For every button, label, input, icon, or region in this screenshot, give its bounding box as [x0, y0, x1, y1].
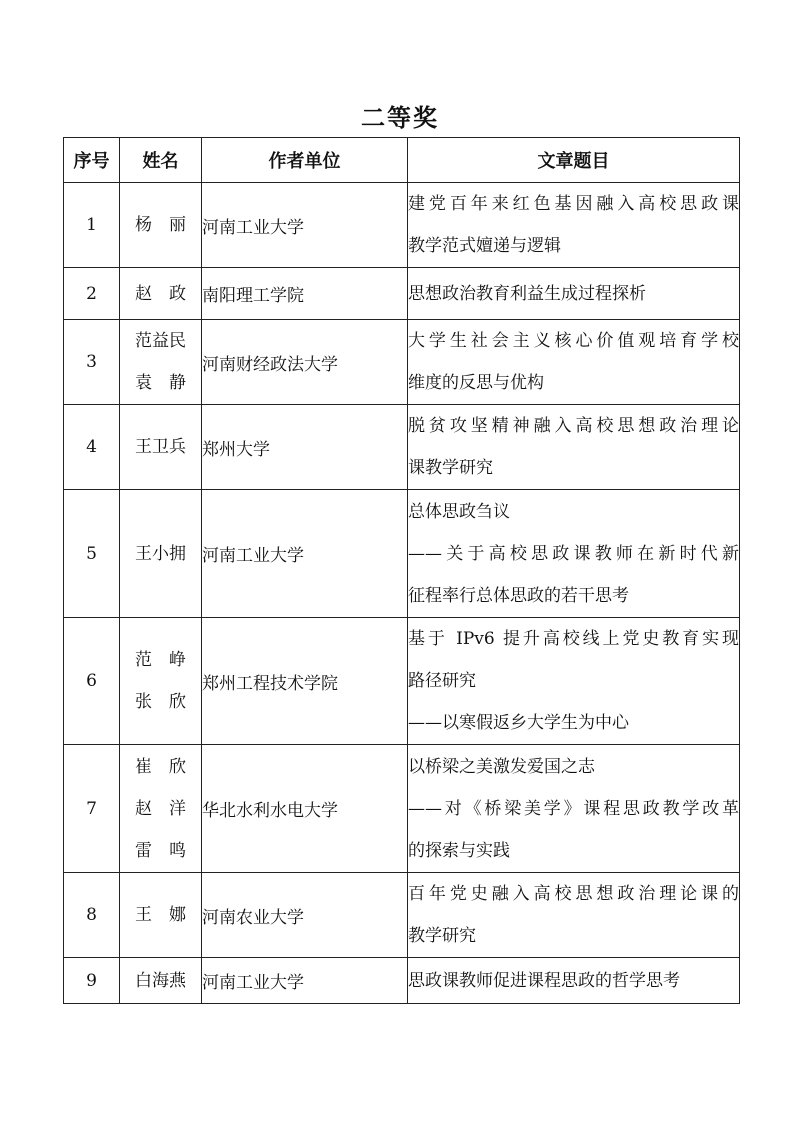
cell-title	[408, 958, 740, 1004]
author-name: 王 娜	[135, 905, 186, 925]
cell-names	[120, 183, 202, 268]
title-line: 脱贫攻坚精神融入高校思想政治理论	[408, 416, 739, 436]
author-name: 赵 政	[135, 283, 186, 304]
title-line: 征程率行总体思政的若干思考	[408, 585, 629, 606]
title-line: 以桥梁之美激发爱国之志	[408, 756, 595, 777]
cell-title	[408, 873, 740, 958]
title-line: 总体思政刍议	[408, 501, 510, 522]
title-line: 的探索与实践	[408, 840, 510, 861]
author-name: 赵 洋	[135, 798, 186, 819]
table-row	[64, 405, 740, 490]
cell-unit: 郑州工程技术学院	[202, 618, 408, 745]
author-name: 张 欣	[135, 692, 186, 712]
cell-title	[408, 618, 740, 745]
cell-names	[120, 490, 202, 618]
title-line: 建党百年来红色基因融入高校思政课	[408, 194, 739, 214]
table-row	[64, 745, 740, 873]
cell-unit: 河南工业大学	[202, 958, 408, 1004]
cell-names	[120, 618, 202, 745]
header-name: 姓名	[120, 138, 202, 183]
cell-title	[408, 745, 740, 873]
cell-no: 9	[64, 958, 120, 1004]
title-line: 思想政治教育利益生成过程探析	[408, 283, 646, 304]
author-name: 王卫兵	[135, 437, 186, 457]
cell-no: 4	[64, 405, 120, 490]
cell-unit: 河南工业大学	[202, 183, 408, 268]
award-table	[63, 137, 740, 1004]
title-line: 基于 IPv6 提升高校线上党史教育实现	[408, 629, 739, 649]
cell-unit: 河南农业大学	[202, 873, 408, 958]
author-name: 范 峥	[135, 650, 186, 670]
cell-names	[120, 405, 202, 490]
cell-names	[120, 320, 202, 405]
cell-no: 8	[64, 873, 120, 958]
table-row	[64, 618, 740, 745]
cell-no: 3	[64, 320, 120, 405]
table-body	[64, 183, 740, 1004]
title-line: 路径研究	[408, 671, 476, 691]
cell-no: 6	[64, 618, 120, 745]
author-name: 范益民	[135, 331, 186, 351]
cell-names	[120, 268, 202, 320]
cell-names	[120, 958, 202, 1004]
title-line: ——对《桥梁美学》课程思政教学改革	[408, 798, 739, 819]
header-unit: 作者单位	[202, 138, 408, 183]
cell-unit: 河南工业大学	[202, 490, 408, 618]
table-row	[64, 490, 740, 618]
cell-title	[408, 490, 740, 618]
title-line: 教学研究	[408, 926, 476, 946]
title-line: 思政课教师促进课程思政的哲学思考	[408, 970, 680, 991]
cell-no: 5	[64, 490, 120, 618]
table-row	[64, 873, 740, 958]
table-row	[64, 320, 740, 405]
title-line: 百年党史融入高校思想政治理论课的	[408, 884, 739, 904]
cell-title	[408, 405, 740, 490]
header-title: 文章题目	[408, 138, 740, 183]
title-line: 维度的反思与优构	[408, 373, 544, 393]
title-line: ——以寒假返乡大学生为中心	[408, 713, 629, 733]
title-line: 大学生社会主义核心价值观培育学校	[408, 331, 739, 351]
author-name: 白海燕	[135, 970, 186, 991]
author-name: 王小拥	[135, 543, 186, 564]
cell-unit: 华北水利水电大学	[202, 745, 408, 873]
title-line: 教学范式嬗递与逻辑	[408, 236, 561, 256]
header-no: 序号	[64, 138, 120, 183]
author-name: 崔 欣	[135, 756, 186, 777]
cell-names	[120, 745, 202, 873]
cell-title	[408, 183, 740, 268]
cell-unit: 南阳理工学院	[202, 268, 408, 320]
award-title: 二等奖	[361, 103, 439, 132]
cell-names	[120, 873, 202, 958]
cell-title	[408, 268, 740, 320]
cell-no: 7	[64, 745, 120, 873]
table-row	[64, 958, 740, 1004]
author-name: 袁 静	[135, 373, 186, 393]
table-row	[64, 183, 740, 268]
cell-title	[408, 320, 740, 405]
table-row	[64, 268, 740, 320]
cell-unit: 郑州大学	[202, 405, 408, 490]
cell-no: 2	[64, 268, 120, 320]
cell-no: 1	[64, 183, 120, 268]
cell-unit: 河南财经政法大学	[202, 320, 408, 405]
table-header-row	[64, 138, 740, 183]
author-name: 雷 鸣	[135, 840, 186, 861]
title-line: 课教学研究	[408, 458, 493, 478]
author-name: 杨 丽	[135, 215, 186, 235]
title-line: ——关于高校思政课教师在新时代新	[408, 543, 739, 564]
